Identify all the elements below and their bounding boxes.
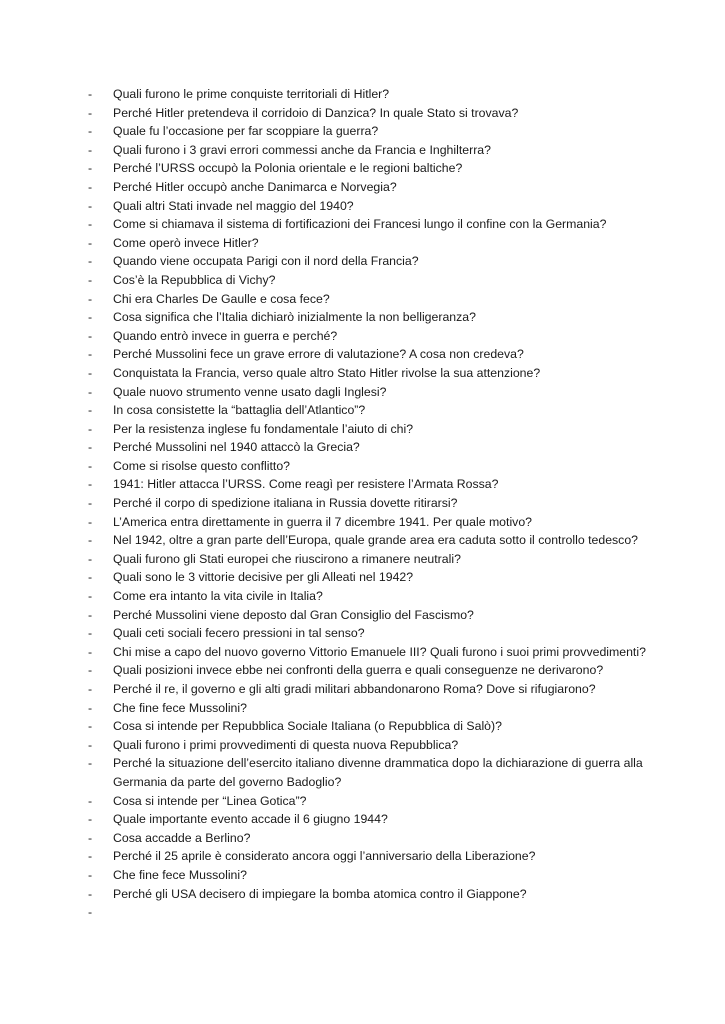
bullet-dash: - <box>88 793 93 808</box>
list-item <box>88 104 668 123</box>
question-text: Come operò invece Hitler? <box>113 235 259 250</box>
bullet-dash: - <box>88 440 93 455</box>
bullet-dash: - <box>88 533 93 548</box>
question-text: Quali ceti sociali fecero pressioni in tal senso? <box>113 626 365 641</box>
list-item <box>88 587 668 606</box>
question-text: Chi mise a capo del nuovo governo Vittorio Emanuele III? Quali furono i suoi primi provvedimenti? <box>113 644 646 659</box>
question-text: Per la resistenza inglese fu fondamentale l’aiuto di chi? <box>113 421 414 436</box>
list-item <box>88 159 668 178</box>
question-text: Quale fu l’occasione per far scoppiare la guerra? <box>113 124 379 139</box>
list-item <box>88 699 668 718</box>
list-item <box>88 885 668 904</box>
question-text: Che fine fece Mussolini? <box>113 867 247 882</box>
list-item <box>88 475 668 494</box>
question-text: Perché Mussolini nel 1940 attaccò la Grecia? <box>113 440 360 455</box>
bullet-dash: - <box>88 458 93 473</box>
question-text: Quando viene occupata Parigi con il nord della Francia? <box>113 254 419 269</box>
bullet-dash: - <box>88 217 93 232</box>
question-list <box>88 85 668 922</box>
bullet-dash: - <box>88 421 93 436</box>
question-text: Perché Hitler occupò anche Danimarca e Norvegia? <box>113 179 397 194</box>
list-item <box>88 550 668 569</box>
bullet-dash: - <box>88 886 93 901</box>
list-item <box>88 438 668 457</box>
list-item <box>88 568 668 587</box>
list-item <box>88 736 668 755</box>
question-text: Perché il re, il governo e gli alti gradi militari abbandonarono Roma? Dove si rifugiarono? <box>113 682 596 696</box>
question-text: Cosa si intende per “Linea Gotica”? <box>113 793 307 808</box>
bullet-dash: - <box>88 384 93 399</box>
list-item <box>88 178 668 197</box>
question-text: Perché il corpo di spedizione italiana in Russia dovette ritirarsi? <box>113 496 458 511</box>
list-item <box>88 903 668 922</box>
list-item <box>88 215 668 234</box>
list-item <box>88 810 668 829</box>
list-item <box>88 661 668 680</box>
bullet-dash: - <box>88 551 93 566</box>
bullet-dash: - <box>88 87 93 101</box>
question-text: Perché Mussolini viene deposto dal Gran Consiglio del Fascismo? <box>113 607 474 622</box>
bullet-dash: - <box>88 328 93 343</box>
question-text: Quale nuovo strumento venne usato dagli Inglesi? <box>113 384 387 399</box>
list-item <box>88 531 668 550</box>
question-text: Perché gli USA decisero di impiegare la bomba atomica contro il Giappone? <box>113 886 527 901</box>
bullet-dash: - <box>88 198 93 213</box>
question-text: Cosa significa che l’Italia dichiarò inizialmente la non belligeranza? <box>113 310 476 325</box>
list-item <box>88 754 668 791</box>
bullet-dash: - <box>88 607 93 622</box>
bullet-dash: - <box>88 589 93 604</box>
bullet-dash: - <box>88 682 93 696</box>
list-item <box>88 141 668 160</box>
list-item <box>88 308 668 327</box>
list-item <box>88 85 668 104</box>
list-item <box>88 606 668 625</box>
question-text: Perché Hitler pretendeva il corridoio di Danzica? In quale Stato si trovava? <box>113 105 519 120</box>
list-item <box>88 197 668 216</box>
question-text: Conquistata la Francia, verso quale altro Stato Hitler rivolse la sua attenzione? <box>113 365 541 380</box>
question-text: Nel 1942, oltre a gran parte dell’Europa, quale grande area era caduta sotto il controllo tedesco? <box>113 533 639 548</box>
list-item <box>88 234 668 253</box>
list-item <box>88 290 668 309</box>
list-item <box>88 680 668 699</box>
bullet-dash: - <box>88 496 93 511</box>
bullet-dash: - <box>88 756 93 771</box>
bullet-dash: - <box>88 830 93 845</box>
question-text: Chi era Charles De Gaulle e cosa fece? <box>113 291 330 306</box>
bullet-dash: - <box>88 272 93 287</box>
bullet-dash: - <box>88 142 93 157</box>
question-text: Come si chiamava il sistema di fortificazioni dei Francesi lungo il confine con la Germania? <box>113 217 607 232</box>
bullet-dash: - <box>88 254 93 269</box>
question-text: In cosa consistette la “battaglia dell’Atlantico”? <box>113 403 366 418</box>
list-item <box>88 457 668 476</box>
bullet-dash: - <box>88 849 93 864</box>
question-text: Quali furono i primi provvedimenti di questa nuova Repubblica? <box>113 737 459 752</box>
list-item <box>88 829 668 848</box>
question-text: Quando entrò invece in guerra e perché? <box>113 328 338 343</box>
question-text: 1941: Hitler attacca l’URSS. Come reagì per resistere l’Armata Rossa? <box>113 477 499 492</box>
question-text: Perché il 25 aprile è considerato ancora oggi l’anniversario della Liberazione? <box>113 849 536 864</box>
list-item <box>88 513 668 532</box>
list-item <box>88 122 668 141</box>
bullet-dash: - <box>88 179 93 194</box>
bullet-dash: - <box>88 310 93 325</box>
bullet-dash: - <box>88 719 93 734</box>
bullet-dash: - <box>88 235 93 250</box>
question-text: Cosa accadde a Berlino? <box>113 830 251 845</box>
bullet-dash: - <box>88 105 93 120</box>
bullet-dash: - <box>88 626 93 641</box>
question-text: Che fine fece Mussolini? <box>113 700 247 715</box>
question-text: Come era intanto la vita civile in Italia? <box>113 589 323 604</box>
bullet-dash: - <box>88 663 93 678</box>
bullet-dash: - <box>88 812 93 827</box>
question-text: Come si risolse questo conflitto? <box>113 458 291 473</box>
bullet-dash: - <box>88 477 93 492</box>
list-item <box>88 792 668 811</box>
list-item <box>88 364 668 383</box>
list-item <box>88 717 668 736</box>
question-text: L’America entra direttamente in guerra il 7 dicembre 1941. Per quale motivo? <box>113 514 533 529</box>
bullet-dash: - <box>88 161 93 176</box>
question-text: Quali furono gli Stati europei che riuscirono a rimanere neutrali? <box>113 551 461 566</box>
bullet-dash: - <box>88 737 93 752</box>
list-item <box>88 624 668 643</box>
list-item <box>88 643 668 662</box>
question-text: Quali posizioni invece ebbe nei confronti della guerra e quali conseguenze ne derivarono? <box>113 663 604 678</box>
list-item <box>88 271 668 290</box>
bullet-dash: - <box>88 124 93 139</box>
question-text: Perché Mussolini fece un grave errore di valutazione? A cosa non credeva? <box>113 347 524 362</box>
question-text: Cosa si intende per Repubblica Sociale Italiana (o Repubblica di Salò)? <box>113 719 502 734</box>
question-text: Perché l’URSS occupò la Polonia orientale e le regioni baltiche? <box>113 161 463 176</box>
list-item <box>88 383 668 402</box>
list-item <box>88 345 668 364</box>
bullet-dash: - <box>88 514 93 529</box>
question-text: Cos’è la Repubblica di Vichy? <box>113 272 276 287</box>
bullet-dash: - <box>88 905 93 920</box>
list-item <box>88 327 668 346</box>
bullet-dash: - <box>88 570 93 585</box>
question-text: Quali furono i 3 gravi errori commessi anche da Francia e Inghilterra? <box>113 142 491 157</box>
question-text: Quali furono le prime conquiste territoriali di Hitler? <box>113 87 390 101</box>
bullet-dash: - <box>88 644 93 659</box>
list-item <box>88 866 668 885</box>
bullet-dash: - <box>88 867 93 882</box>
list-item <box>88 401 668 420</box>
bullet-dash: - <box>88 403 93 418</box>
list-item <box>88 252 668 271</box>
bullet-dash: - <box>88 347 93 362</box>
list-item <box>88 494 668 513</box>
bullet-dash: - <box>88 365 93 380</box>
question-text: Quali altri Stati invade nel maggio del 1940? <box>113 198 354 213</box>
question-text: Quale importante evento accade il 6 giugno 1944? <box>113 812 388 827</box>
list-item <box>88 847 668 866</box>
list-item <box>88 420 668 439</box>
bullet-dash: - <box>88 291 93 306</box>
bullet-dash: - <box>88 700 93 715</box>
question-text: Perché la situazione dell’esercito italiano divenne drammatica dopo la dichiarazione di guerra alla Germania da parte del governo Badoglio? <box>113 756 643 789</box>
question-text: Quali sono le 3 vittorie decisive per gli Alleati nel 1942? <box>113 570 414 585</box>
